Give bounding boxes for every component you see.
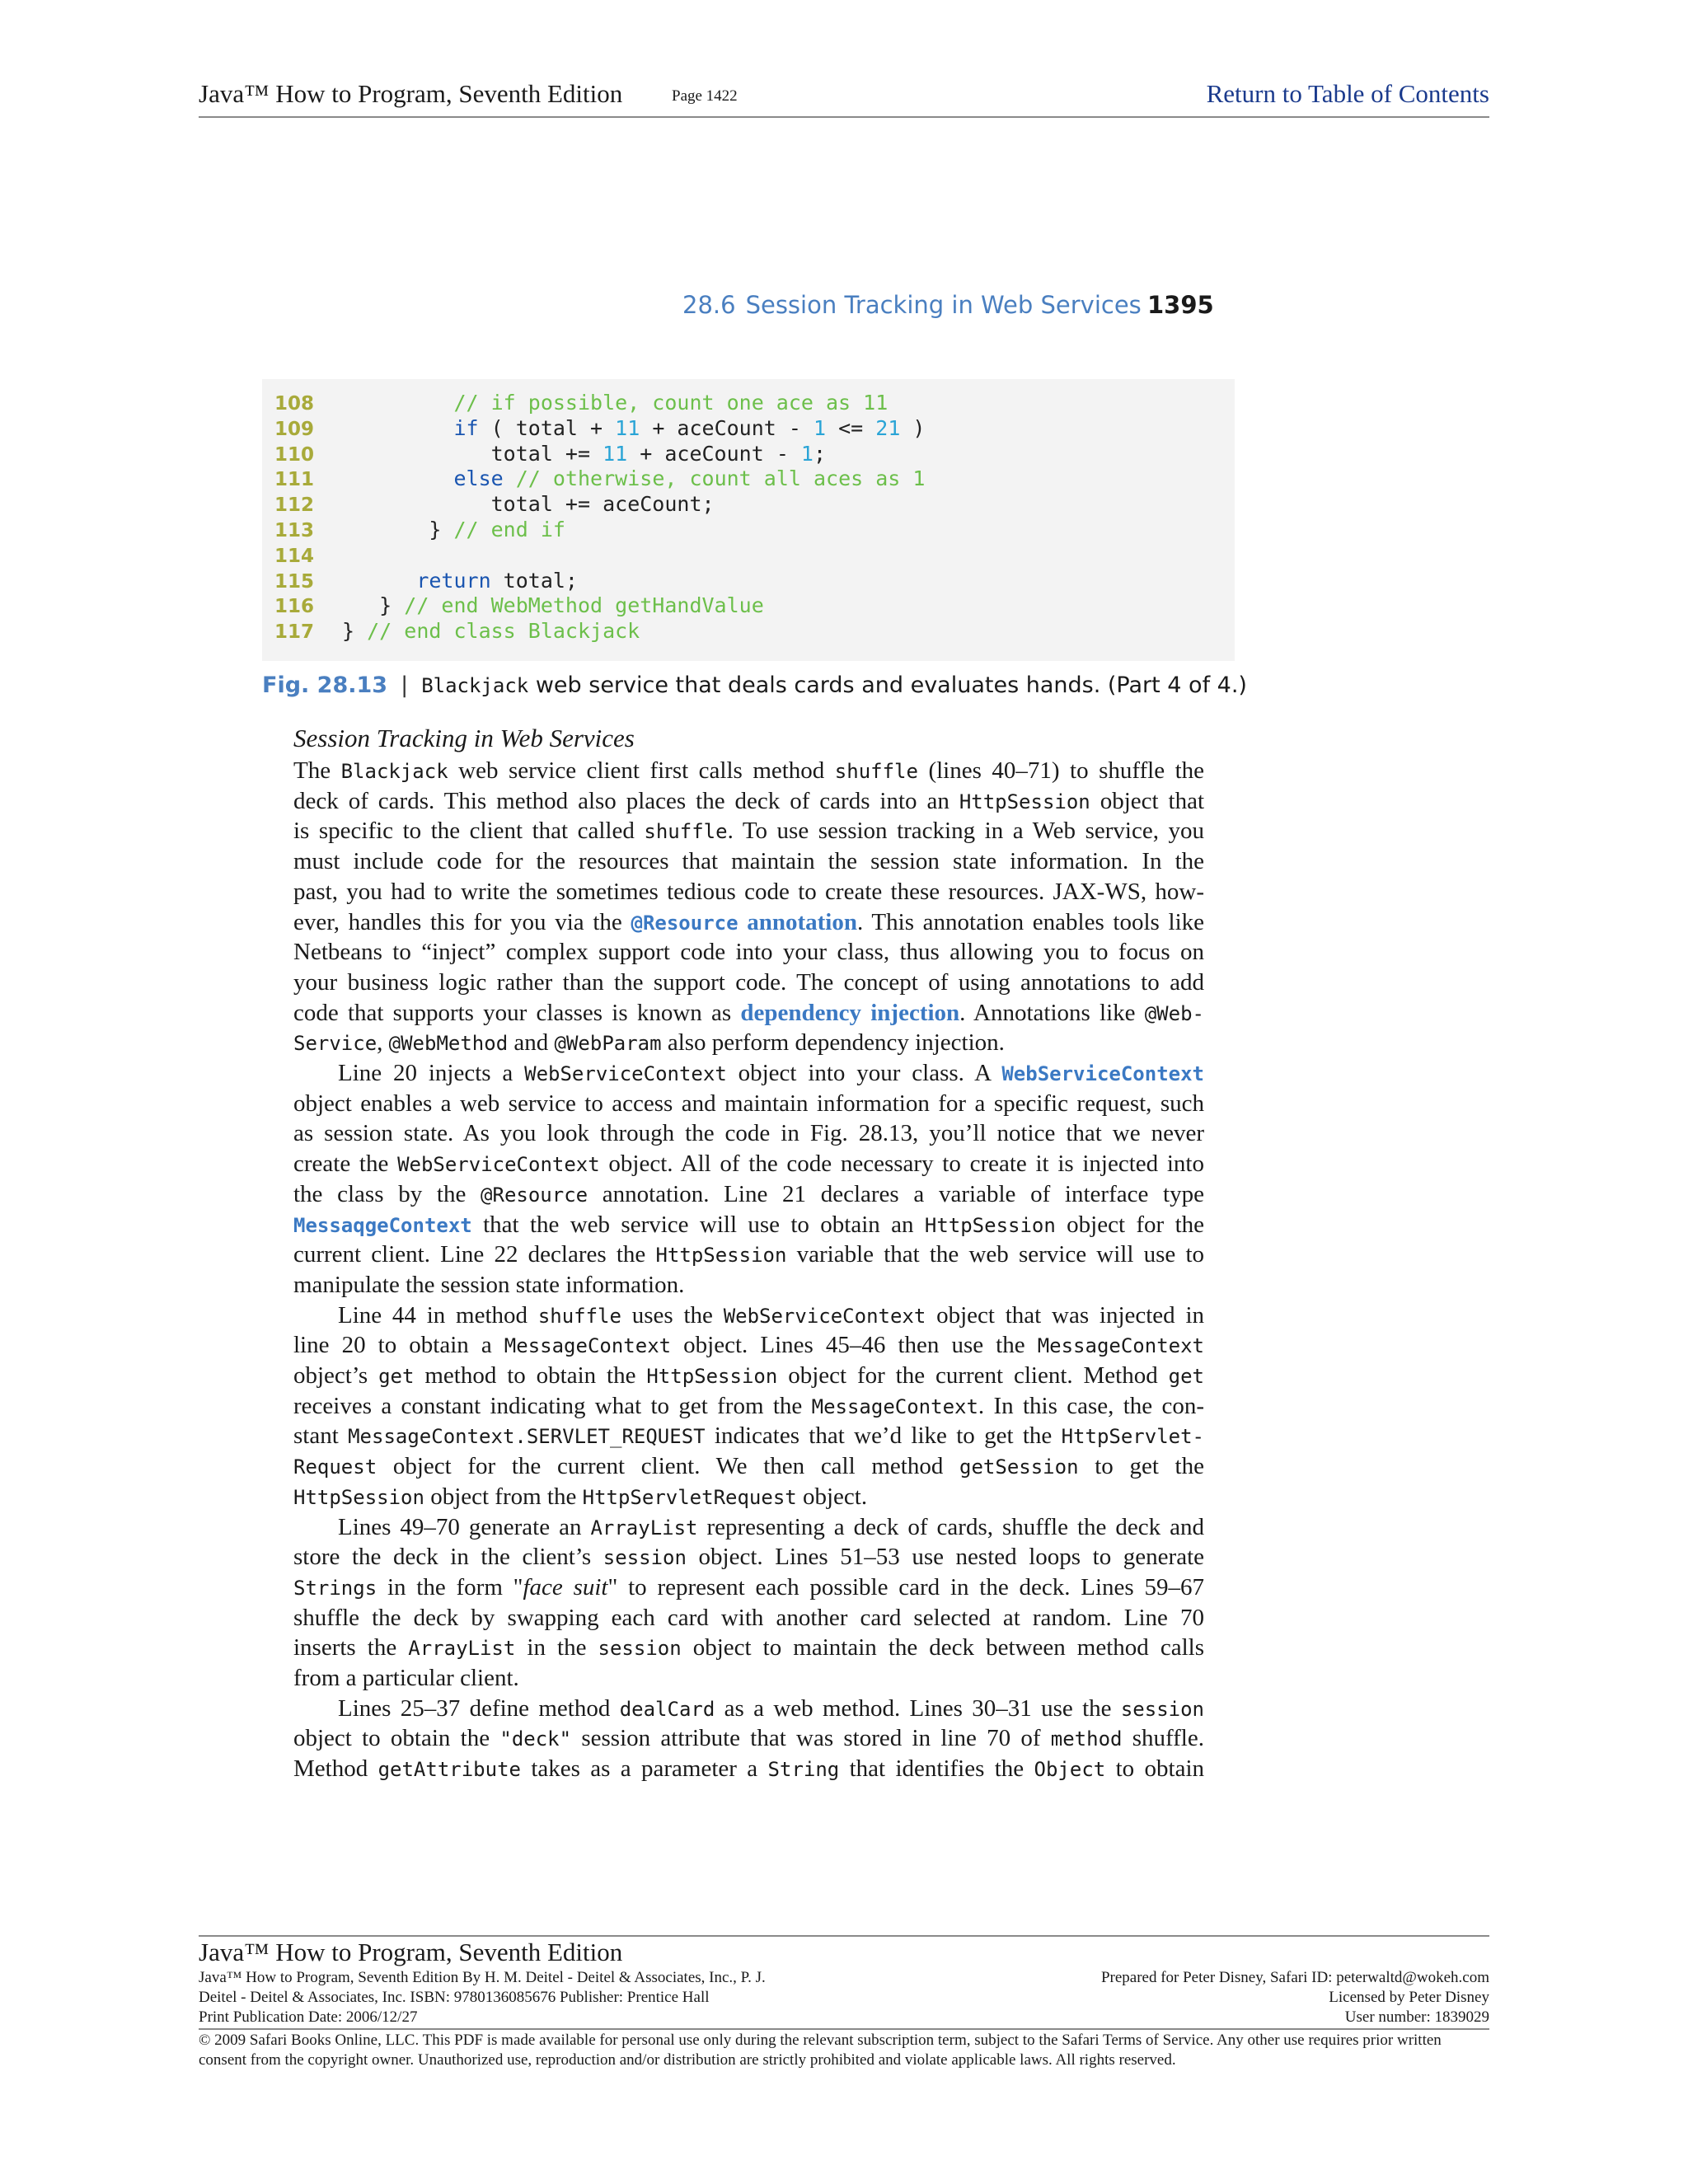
running-head-page-number: 1395: [1147, 291, 1214, 319]
body-line: as session state. As you look through the code in Fig. 28.13, you’ll notice that we never: [293, 1120, 1204, 1147]
body-line: object to obtain the "deck" session attribute that was stored in line 70 of method shuffle.: [293, 1725, 1204, 1752]
body-line: create the WebServiceContext object. All of the code necessary to create it is injected into: [293, 1151, 1204, 1178]
body-line: Lines 49–70 generate an ArrayList representing a deck of cards, shuffle the deck and: [338, 1513, 1204, 1540]
body-line: is specific to the client that called shuffle. To use session tracking in a Web service, you: [293, 818, 1204, 845]
body-line: Line 20 injects a WebServiceContext object into your class. A WebServiceContext: [338, 1060, 1204, 1086]
footer-copyright-rule: [199, 2028, 1489, 2030]
body-line: ever, handles this for you via the @Resource annotation. This annotation enables tools like: [293, 908, 1204, 935]
footer-book-title: Java™ How to Program, Seventh Edition: [199, 1938, 623, 1966]
body-line: Netbeans to “inject” complex support code into your class, thus allowing you to focus on: [293, 939, 1204, 966]
body-line: the class by the @Resource annotation. Line 21 declares a variable of interface type: [293, 1180, 1204, 1207]
body-line: shuffle the deck by swapping each card with another card selected at random. Line 70: [293, 1604, 1204, 1631]
body-line: Strings in the form "face suit" to represent each possible card in the deck. Lines 59–67: [293, 1573, 1205, 1601]
body-line: store the deck in the client’s session object. Lines 51–53 use nested loops to generate: [293, 1544, 1204, 1571]
body-line: HttpSession object from the HttpServletRequest object.: [293, 1483, 868, 1510]
code-text: } // end class Blackjack: [342, 619, 640, 644]
footer-copyright: © 2009 Safari Books Online, LLC. This PDF is made available for personal use only during the relevant subscription term, subject to the Safari Terms of Service. Any other use requires prior written consent from the copyright owner. Unauthorized use, reproduction and/or distribution are strictly prohibited and violate applicable laws. All rights reserved.: [199, 2032, 1442, 2069]
body-line: MessaqgeContext that the web service will use to obtain an HttpSession object for the: [293, 1211, 1205, 1238]
line-number: 108: [274, 393, 315, 415]
body-line: current client. Line 22 declares the HttpSession variable that the web service will use to: [293, 1241, 1205, 1268]
code-line: [274, 466, 925, 491]
code-line: [274, 593, 764, 618]
header-rule: [199, 116, 1489, 118]
body-line: object enables a web service to access and maintain information for a specific request, such: [293, 1090, 1204, 1117]
code-line: [274, 542, 342, 568]
section-number: 28.6: [682, 291, 736, 319]
code-text: } // end WebMethod getHandValue: [379, 593, 764, 618]
line-number: 112: [274, 494, 315, 517]
code-text: return total;: [416, 568, 578, 593]
header-book-title: Java™ How to Program, Seventh Edition: [199, 79, 623, 108]
body-line: Method getAttribute takes as a parameter a String that identifies the Object to obtain: [293, 1755, 1204, 1783]
footer-book-info: Java™ How to Program, Seventh Edition By H. M. Deitel - Deitel & Associates, Inc., P. J.: [199, 1969, 766, 1986]
code-line: [274, 390, 888, 415]
body-line: Service, @WebMethod and @WebParam also perform dependency injection.: [293, 1029, 1005, 1057]
line-number: 116: [274, 596, 315, 618]
body-line: line 20 to obtain a MessageContext object. Lines 45–46 then use the MessageContext: [293, 1332, 1204, 1359]
running-head-section: [682, 291, 1142, 319]
body-line: Request object for the current client. We then call method getSession to get the: [293, 1453, 1204, 1480]
body-line: receives a constant indicating what to get from the MessageContext. In this case, the con-: [293, 1392, 1204, 1419]
body-line: from a particular client.: [293, 1665, 519, 1691]
footer-isbn: Deitel - Deitel & Associates, Inc. ISBN: 9780136085676 Publisher: Prentice Hall: [199, 1989, 710, 2006]
code-text: // if possible, count one ace as 11: [453, 391, 889, 415]
section-title: Session Tracking in Web Services: [745, 291, 1142, 319]
body-line: The Blackjack web service client first calls method shuffle (lines 40–71) to shuffle the: [293, 757, 1205, 784]
footer-user-number: User number: 1839029: [1344, 2008, 1489, 2026]
body-line: past, you had to write the sometimes tedious code to create these resources. JAX-WS, how-: [293, 878, 1204, 905]
body-line: code that supports your classes is known as dependency injection. Annotations like @Web-: [293, 999, 1204, 1026]
body-line: must include code for the resources that maintain the session state information. In the: [293, 848, 1204, 875]
code-line: [274, 568, 578, 593]
code-text: } // end if: [429, 518, 565, 541]
body-line: deck of cards. This method also places the deck of cards into an HttpSession object that: [293, 787, 1204, 814]
line-number: 110: [274, 443, 315, 466]
code-text: total += aceCount;: [490, 492, 715, 517]
line-number: 111: [274, 469, 315, 491]
code-line: [274, 441, 826, 466]
header-page-label: Page 1422: [672, 87, 738, 105]
footer-licensed-by: Licensed by Peter Disney: [1329, 1989, 1489, 2006]
code-text: else // otherwise, count all aces as 1: [453, 466, 926, 491]
body-line: object’s get method to obtain the HttpSession object for the current client. Method get: [293, 1362, 1204, 1389]
body-line: Lines 25–37 define method dealCard as a web method. Lines 30–31 use the session: [338, 1694, 1205, 1722]
line-number: 117: [274, 621, 315, 644]
code-line: [274, 491, 715, 517]
figure-caption: [262, 673, 1247, 698]
footer-publication-date: Print Publication Date: 2006/12/27: [199, 2008, 418, 2026]
footer-prepared-for: Prepared for Peter Disney, Safari ID: peterwaltd@wokeh.com: [1100, 1969, 1489, 1986]
code-line: [274, 618, 640, 644]
footer-rule: [199, 1935, 1489, 1937]
code-text: total += 11 + aceCount - 1;: [490, 441, 827, 466]
caption-class-name: Blackjack: [421, 674, 529, 697]
caption-text: web service that deals cards and evaluates hands. (Part 4 of 4.): [528, 673, 1247, 698]
code-line: [274, 415, 925, 441]
body-line: manipulate the session state information.: [293, 1271, 685, 1298]
code-line: [274, 517, 565, 542]
body-line: inserts the ArrayList in the session object to maintain the deck between method calls: [293, 1634, 1204, 1661]
line-number: 115: [274, 570, 315, 593]
line-number: 113: [274, 520, 315, 541]
line-number: 114: [274, 545, 315, 567]
section-subheading: Session Tracking in Web Services: [293, 724, 635, 752]
table-of-contents-link[interactable]: Return to Table of Contents: [1206, 79, 1489, 108]
code-text: if ( total + 11 + aceCount - 1 <= 21 ): [453, 415, 926, 440]
body-line: stant MessageContext.SERVLET_REQUEST indicates that we’d like to get the HttpServlet-: [293, 1422, 1204, 1450]
figure-label: Fig. 28.13: [262, 673, 388, 698]
line-number: 109: [274, 418, 315, 440]
body-line: your business logic rather than the support code. The concept of using annotations to add: [293, 968, 1204, 996]
caption-divider: |: [401, 673, 409, 698]
body-line: Line 44 in method shuffle uses the WebServiceContext object that was injected in: [338, 1301, 1205, 1329]
